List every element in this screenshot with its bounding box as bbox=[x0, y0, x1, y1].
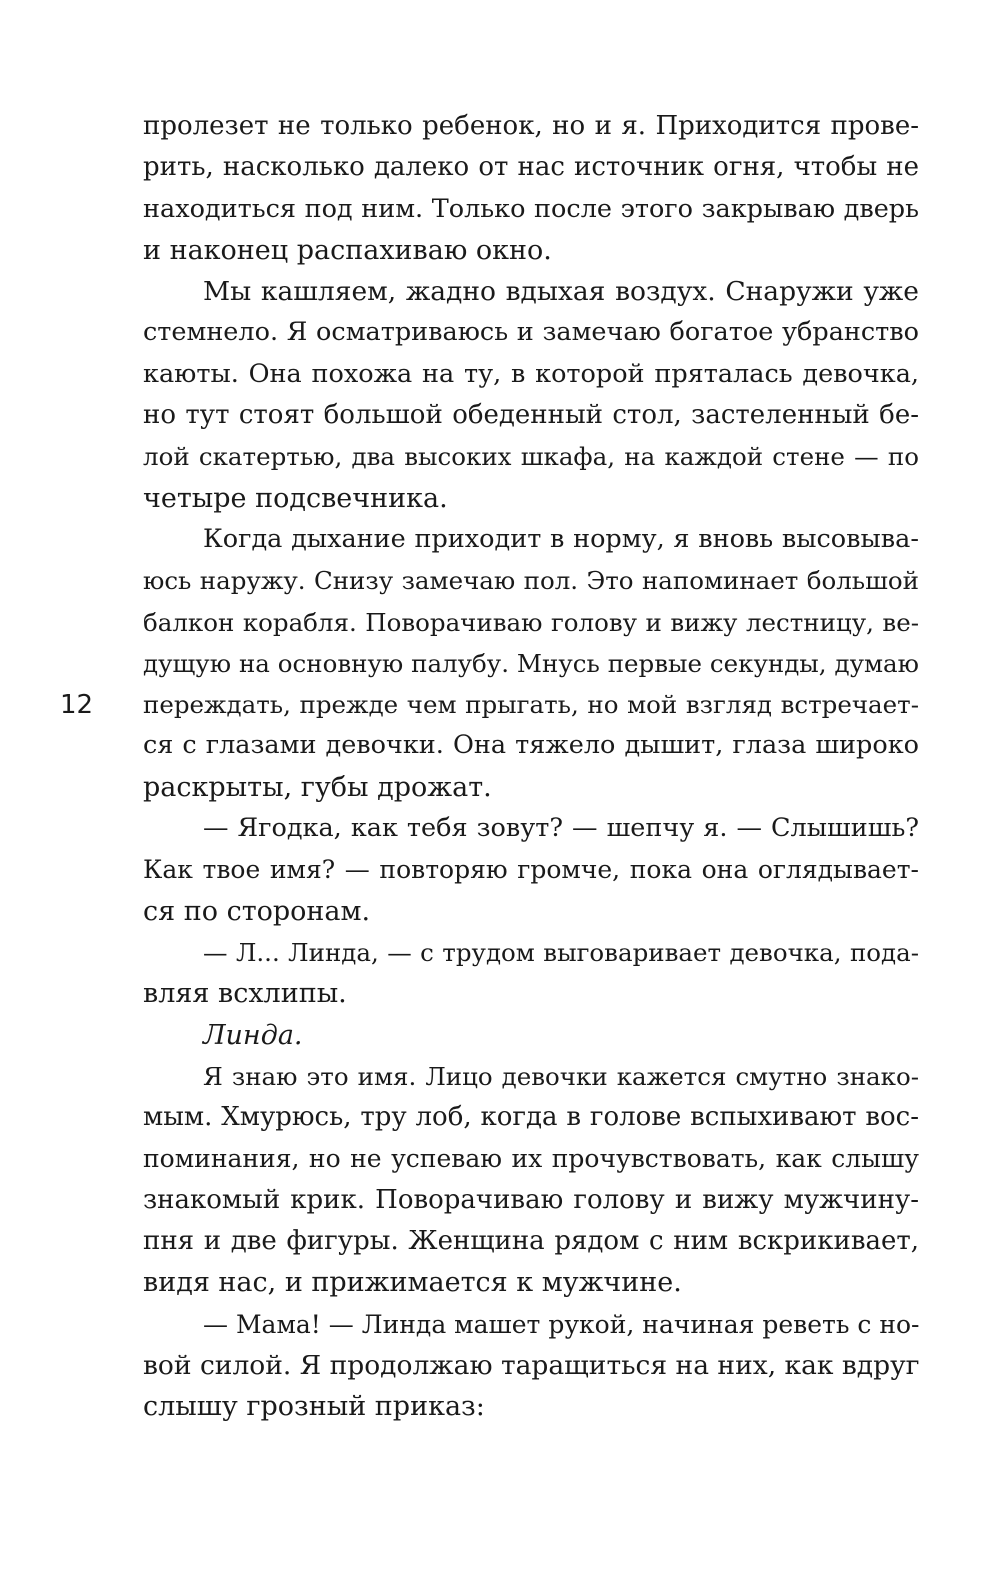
text-line: пня и две фигуры. Женщина рядом с ним вскрикивает, bbox=[143, 1226, 919, 1257]
page-number: 12 bbox=[60, 690, 94, 720]
text-line: каюты. Она похожа на ту, в которой пряталась девочка, bbox=[143, 358, 919, 389]
text-line: юсь наружу. Снизу замечаю пол. Это напоминает большой bbox=[143, 566, 919, 596]
text-line: пролезет не только ребенок, но и я. Приходится прове- bbox=[143, 111, 919, 141]
text-line: — Л... Линда, — с трудом выговаривает девочка, пода- bbox=[203, 937, 919, 967]
text-line: Как твое имя? — повторяю громче, пока она оглядывает- bbox=[143, 855, 919, 885]
text-line: ся с глазами девочки. Она тяжело дышит, глаза широко bbox=[143, 730, 919, 761]
text-line: раскрыты, губы дрожат. bbox=[143, 771, 492, 803]
text-line: четыре подсвечника. bbox=[143, 482, 448, 514]
text-line: — Мама! — Линда машет рукой, начиная реветь с но- bbox=[203, 1309, 920, 1339]
body-text bbox=[143, 106, 919, 1428]
text-line: мым. Хмурюсь, тру лоб, когда в голове вспыхивают вос- bbox=[143, 1102, 919, 1133]
text-line: Я знаю это имя. Лицо девочки кажется смутно знако- bbox=[203, 1061, 919, 1091]
text-line: Когда дыхание приходит в норму, я вновь высовыва- bbox=[203, 523, 919, 554]
text-line: слышу грозный приказ: bbox=[143, 1391, 485, 1423]
text-line: рить, насколько далеко от нас источник огня, чтобы не bbox=[143, 152, 919, 183]
text-line: и наконец распахиваю окно. bbox=[143, 234, 552, 266]
text-line: лой скатертью, два высоких шкафа, на каждой стене — по bbox=[143, 442, 919, 472]
text-line: балкон корабля. Поворачиваю голову и вижу лестницу, ве- bbox=[143, 607, 919, 637]
text-line: вой силой. Я продолжаю таращиться на них, как вдруг bbox=[143, 1349, 920, 1381]
text-line: поминания, но не успеваю их прочувствовать, как слышу bbox=[143, 1144, 919, 1174]
text-line: находиться под ним. Только после этого закрываю дверь bbox=[143, 193, 919, 224]
text-line: Мы кашляем, жадно вдыхая воздух. Снаружи уже bbox=[203, 276, 919, 308]
text-line: переждать, прежде чем прыгать, но мой взгляд встречает- bbox=[143, 690, 919, 720]
text-line: вляя всхлипы. bbox=[143, 978, 347, 1010]
text-line: видя нас, и прижимается к мужчине. bbox=[143, 1267, 682, 1299]
text-line: ся по сторонам. bbox=[143, 895, 371, 927]
text-line: знакомый крик. Поворачиваю голову и вижу мужчину- bbox=[143, 1184, 919, 1215]
text-line: но тут стоят большой обеденный стол, застеленный бе- bbox=[143, 400, 919, 431]
text-line: стемнело. Я осматриваюсь и замечаю богатое убранство bbox=[143, 317, 919, 348]
text-line-italic: Линда. bbox=[203, 1019, 303, 1051]
text-line: — Ягодка, как тебя зовут? — шепчу я. — Слышишь? bbox=[203, 813, 919, 844]
text-line: дущую на основную палубу. Мнусь первые секунды, думаю bbox=[143, 648, 919, 678]
